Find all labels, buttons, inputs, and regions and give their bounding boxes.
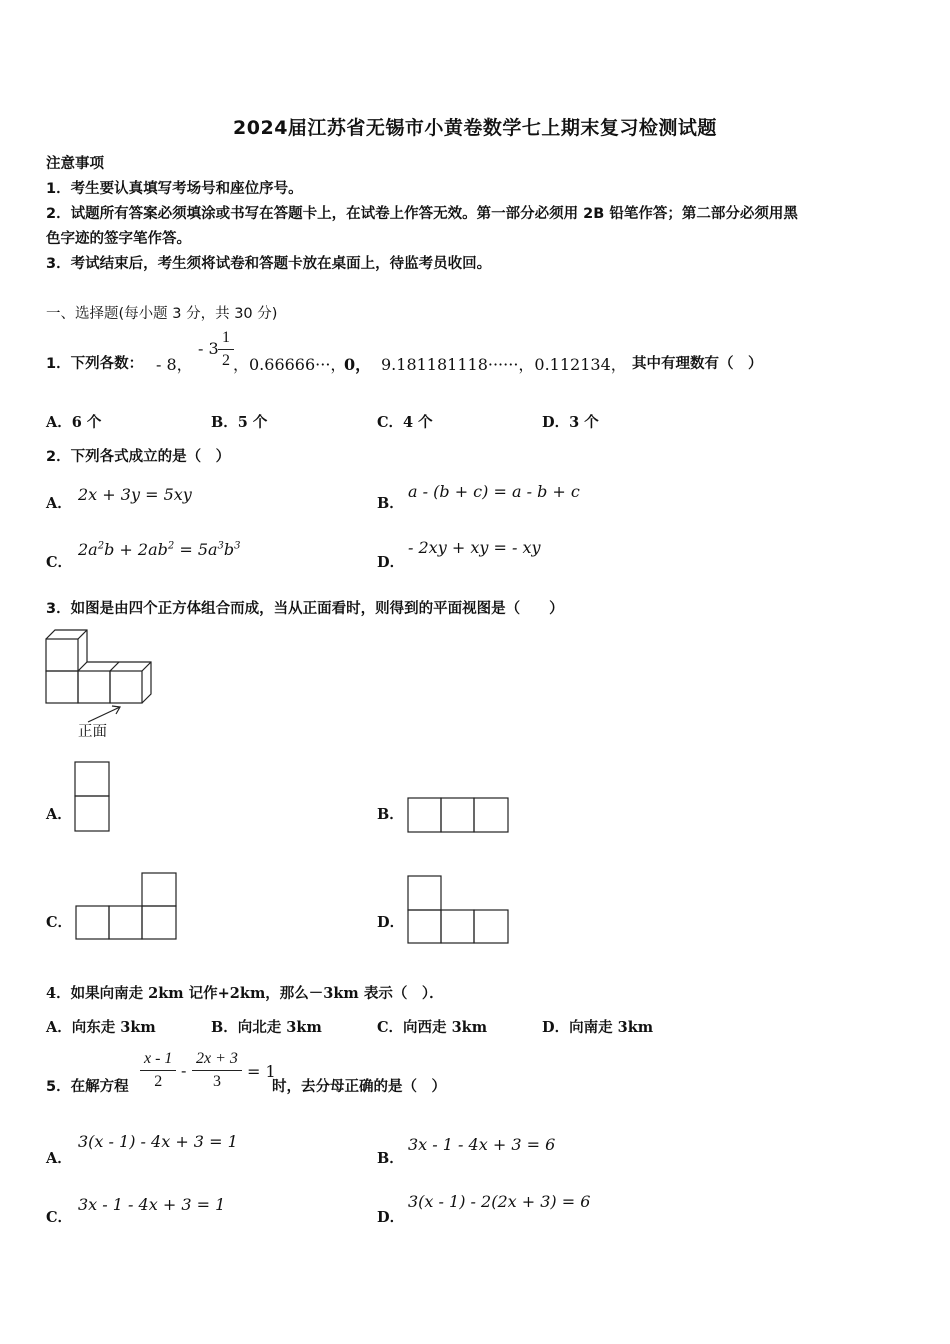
q3-stem: 3．如图是由四个正方体组合而成，当从正面看时，则得到的平面视图是（ ） xyxy=(46,601,564,617)
q5-expr-d: 3(x - 1) - 2(2x + 3) = 6 xyxy=(408,1192,591,1211)
cube-figure xyxy=(40,622,170,722)
section-heading: 一、选择题(每小题 3 分，共 30 分) xyxy=(46,306,278,322)
notice-item: 3．考试结束后，考生须将试卷和答题卡放在桌面上，待监考员收回。 xyxy=(46,256,492,272)
q1-number: - 8， xyxy=(156,355,193,374)
option-c[interactable]: C． xyxy=(46,554,73,571)
option-a[interactable]: A．向东走 3km xyxy=(46,1019,156,1036)
notice-item: 2．试题所有答案必须填涂或书写在答题卡上，在试卷上作答无效。第一部分必须用 2B 铅笔作答；第二部分必须用黑 xyxy=(46,206,798,222)
option-c[interactable]: C．4 个 xyxy=(377,414,433,431)
option-a[interactable]: A．6 个 xyxy=(46,414,102,431)
q2-expr-b: a - (b + c) = a - b + c xyxy=(408,482,580,501)
q5-expr-c: 3x - 1 - 4x + 3 = 1 xyxy=(78,1195,226,1214)
q5-expr-b: 3x - 1 - 4x + 3 = 6 xyxy=(408,1135,556,1154)
q1-number: ，0.66666···， xyxy=(233,355,347,374)
q5-fraction-2: $\frac{2x + 3}{3}$ xyxy=(192,1048,242,1093)
q5-equals: = 1 xyxy=(247,1062,276,1081)
option-b[interactable]: B．向北走 3km xyxy=(211,1019,322,1036)
q2-expr-d: - 2xy + xy = - xy xyxy=(408,538,541,557)
q1-frac-num: 1 xyxy=(218,327,234,350)
q1-mixed-fraction xyxy=(218,327,234,372)
notice-heading: 注意事项 xyxy=(46,156,104,172)
view-b-figure[interactable] xyxy=(407,797,510,833)
q1-mixed-whole: - 3 xyxy=(198,339,219,358)
option-d[interactable]: D． xyxy=(377,914,405,931)
q5-expr-a: 3(x - 1) - 4x + 3 = 1 xyxy=(78,1132,238,1151)
option-d[interactable]: D．向南走 3km xyxy=(542,1019,654,1036)
q1-suffix: 其中有理数有（ ） xyxy=(632,356,763,372)
q5-prefix: 5．在解方程 xyxy=(46,1079,129,1095)
view-c-figure[interactable] xyxy=(75,872,178,940)
view-a-figure[interactable] xyxy=(74,761,110,832)
q2-stem: 2．下列各式成立的是（ ） xyxy=(46,449,231,465)
option-d[interactable]: D．3 个 xyxy=(542,414,599,431)
q2-expr-a: 2x + 3y = 5xy xyxy=(78,485,192,504)
option-a[interactable]: A． xyxy=(46,806,72,823)
q5-fraction-1: $\frac{x - 1}{2}$ xyxy=(140,1048,176,1093)
option-a[interactable]: A． xyxy=(46,495,72,512)
option-b[interactable]: B． xyxy=(377,806,404,823)
q4-stem: 4．如果向南走 2km 记作+2km，那么－3km 表示（ ）． xyxy=(46,985,444,1002)
option-c[interactable]: C．向西走 3km xyxy=(377,1019,488,1036)
page-title: 2024届江苏省无锡市小黄卷数学七上期末复习检测试题 xyxy=(233,117,717,139)
option-c[interactable]: C． xyxy=(46,1209,73,1226)
option-b[interactable]: B． xyxy=(377,1150,404,1167)
notice-item: 色字迹的签字笔作答。 xyxy=(46,231,191,247)
notice-item: 1．考生要认真填写考场号和座位序号。 xyxy=(46,181,303,197)
q1-number: 0， xyxy=(344,355,372,374)
q5-minus: - xyxy=(181,1061,187,1080)
option-c[interactable]: C． xyxy=(46,914,73,931)
option-b[interactable]: B．5 个 xyxy=(211,414,268,431)
option-d[interactable]: D． xyxy=(377,1209,405,1226)
q1-frac-den: 2 xyxy=(222,352,230,369)
q1-number: 9.181181118······，0.112134， xyxy=(381,355,627,374)
q2-expr-c: $2a^2b + 2ab^2 = 5a^3b^3$ xyxy=(78,540,241,559)
option-d[interactable]: D． xyxy=(377,554,405,571)
q1-prefix: 1．下列各数： xyxy=(46,356,144,372)
q5-suffix: 时，去分母正确的是（ ） xyxy=(272,1079,446,1095)
front-label: 正面 xyxy=(78,724,107,740)
view-d-figure[interactable] xyxy=(407,875,510,944)
option-b[interactable]: B． xyxy=(377,495,404,512)
option-a[interactable]: A． xyxy=(46,1150,72,1167)
